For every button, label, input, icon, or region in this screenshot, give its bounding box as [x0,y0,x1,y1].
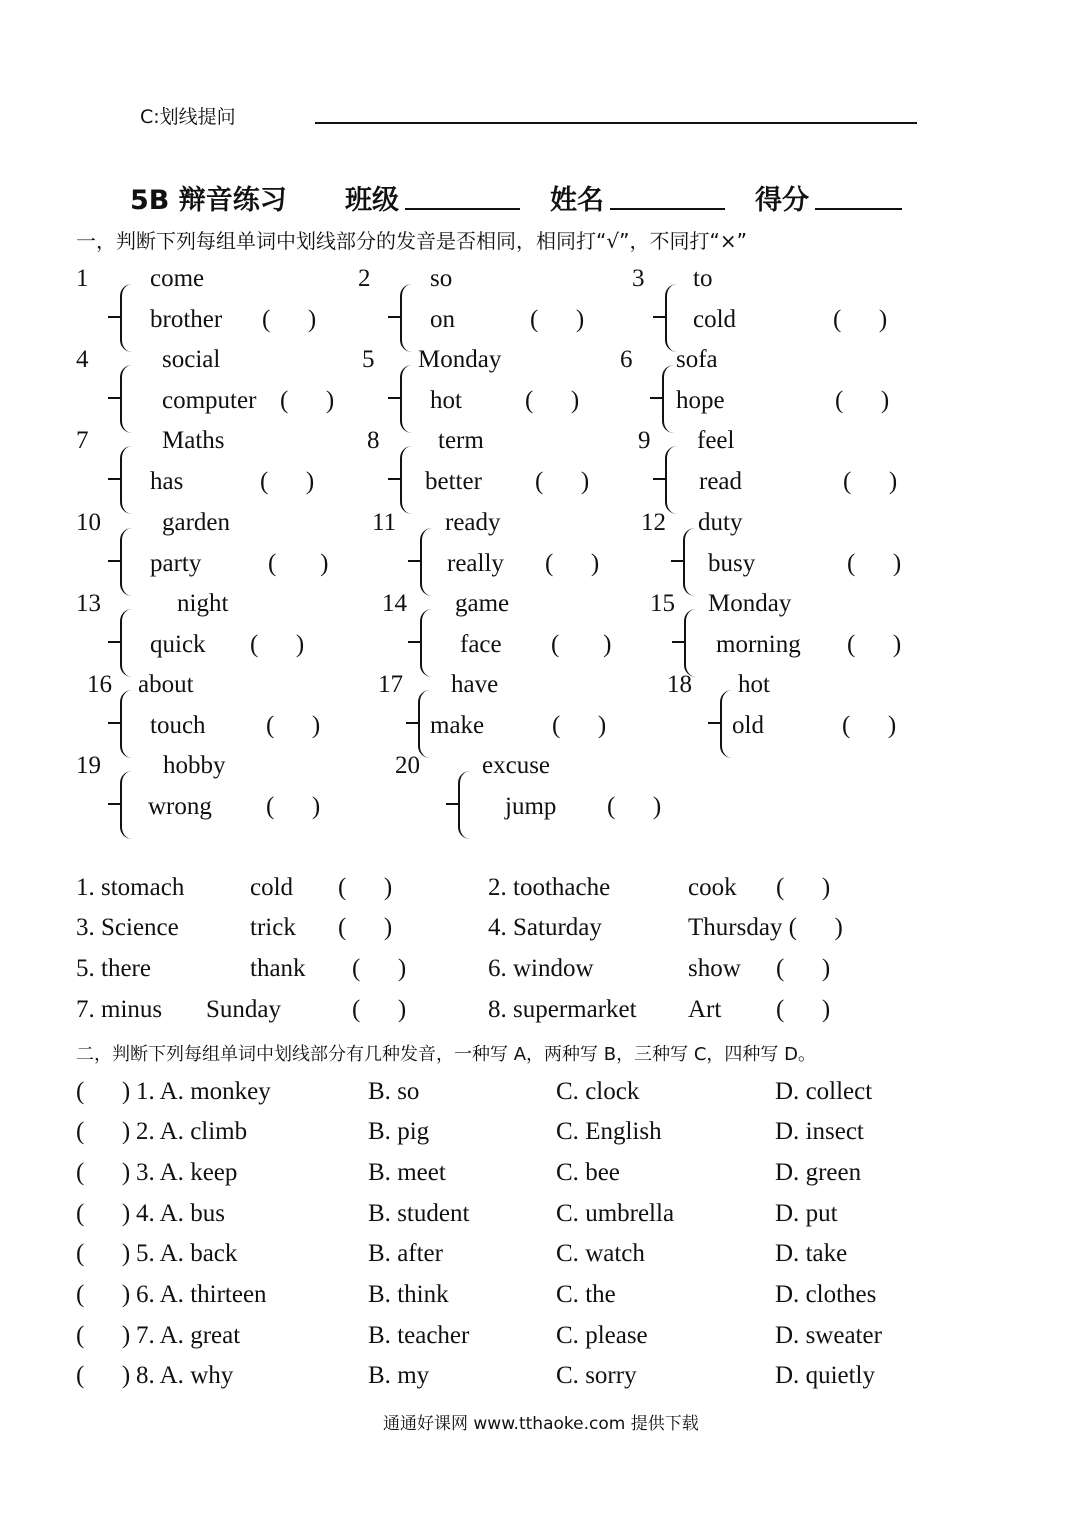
word: quick [150,631,206,658]
brace [420,609,432,677]
answer-paren[interactable]: ( ) [280,387,335,414]
group-number: 7 [76,427,89,454]
word: come [150,265,205,292]
answer-paren[interactable]: ( ) [843,468,898,495]
option-a: 1. A. monkey [136,1078,271,1105]
group-number: 11 [372,509,397,536]
group-number: 18 [667,671,692,698]
brace [662,365,674,433]
option-c: C. sorry [556,1362,637,1389]
option-d: D. take [775,1240,848,1267]
brace [120,609,132,677]
answer-paren[interactable]: ( ) [76,1118,131,1145]
group-number: 19 [76,752,101,779]
word: excuse [482,752,551,779]
word: old [732,712,764,739]
brace [120,690,132,758]
word: so [430,265,453,292]
answer-paren[interactable]: ( ) [552,712,607,739]
option-b: B. my [368,1362,430,1389]
brace [400,365,412,433]
pair-word: Thursday ( ) [688,914,843,941]
word: computer [162,387,257,414]
group-number: 14 [382,590,407,617]
word: hot [430,387,462,414]
answer-paren[interactable]: ( ) [833,306,888,333]
pair-word: thank [250,955,306,982]
group-number: 12 [641,509,666,536]
group-number: 3 [632,265,645,292]
brace [683,528,695,596]
class-blank [405,208,520,210]
option-a: 8. A. why [136,1362,234,1389]
option-d: D. put [775,1200,838,1227]
brace [665,446,677,514]
word: feel [697,427,735,454]
group-number: 1 [76,265,89,292]
brace [400,284,412,352]
word: better [425,468,482,495]
word: Maths [162,427,225,454]
word: party [150,550,202,577]
word: hobby [163,752,226,779]
answer-paren[interactable]: ( ) [250,631,305,658]
score-label: 得分 [755,185,809,216]
group-number: 16 [87,671,112,698]
brace [120,446,132,514]
option-d: D. sweater [775,1322,882,1349]
option-c: C. the [556,1281,616,1308]
name-blank [610,208,725,210]
group-number: 20 [395,752,420,779]
name-label: 姓名 [550,185,604,216]
word: hot [738,671,770,698]
option-c: C. umbrella [556,1200,675,1227]
word: touch [150,712,206,739]
answer-paren[interactable]: ( ) [260,468,315,495]
pair-item: 7. minus [76,996,163,1023]
option-b: B. teacher [368,1322,470,1349]
pair-word: trick [250,914,296,941]
option-b: B. meet [368,1159,446,1186]
word: read [699,468,743,495]
option-a: 6. A. thirteen [136,1281,267,1308]
option-b: B. after [368,1240,443,1267]
option-c: C. clock [556,1078,640,1105]
answer-paren[interactable]: ( ) [262,306,317,333]
brace [684,609,696,677]
pair-item: 8. supermarket [488,996,637,1023]
group-number: 8 [367,427,380,454]
word: to [693,265,713,292]
word: sofa [676,346,718,373]
answer-paren[interactable]: ( ) [76,1322,131,1349]
pair-item: 5. there [76,955,151,982]
brace [400,446,412,514]
pair-item: 1. stomach [76,874,185,901]
option-c: C. English [556,1118,662,1145]
score-blank [815,208,902,210]
word: have [451,671,499,698]
group-number: 9 [638,427,651,454]
group-number: 15 [650,590,675,617]
brace [420,528,432,596]
word: face [460,631,502,658]
answer-paren[interactable]: ( ) [842,712,897,739]
option-d: D. quietly [775,1362,875,1389]
section1-instruction: 一，判断下列每组单词中划线部分的发音是否相同，相同打“√”，不同打“×” [76,229,747,253]
word: term [438,427,484,454]
answer-paren[interactable]: ( ) [266,793,321,820]
option-d: D. collect [775,1078,873,1105]
word: cold [693,306,737,333]
option-a: 7. A. great [136,1322,241,1349]
word: jump [505,793,557,820]
word: about [138,671,194,698]
answer-paren[interactable]: ( ) [847,550,902,577]
answer-paren[interactable]: ( ) [788,914,843,941]
answer-paren[interactable]: ( ) [76,1362,131,1389]
word: has [150,468,184,495]
answer-paren[interactable]: ( ) [268,550,329,577]
answer-paren[interactable]: ( ) [530,306,585,333]
answer-paren[interactable]: ( ) [776,996,831,1023]
worksheet-title: 5B 辩音练习 [130,185,287,216]
answer-paren[interactable]: ( ) [338,874,393,901]
brace [120,365,132,433]
word: hope [676,387,725,414]
option-d: D. insect [775,1118,864,1145]
answer-paren[interactable]: ( ) [535,468,590,495]
group-number: 13 [76,590,101,617]
word: morning [716,631,801,658]
word: brother [150,306,223,333]
option-a: 5. A. back [136,1240,238,1267]
answer-line [315,122,917,124]
word: on [430,306,455,333]
pair-item: 6. window [488,955,594,982]
answer-paren[interactable]: ( ) [776,874,831,901]
answer-paren[interactable]: ( ) [551,631,612,658]
answer-paren[interactable]: ( ) [76,1200,131,1227]
answer-paren[interactable]: ( ) [847,631,902,658]
brace [458,771,470,839]
answer-paren[interactable]: ( ) [76,1159,131,1186]
pair-item: 2. toothache [488,874,611,901]
class-label: 班级 [345,185,399,216]
answer-paren[interactable]: ( ) [266,712,321,739]
brace [120,771,132,839]
word: Monday [708,590,792,617]
word: night [177,590,229,617]
question-label: C:划线提问 [140,106,236,128]
brace [720,690,732,758]
footer-credit: 通通好课网 www.tthaoke.com 提供下载 [383,1414,699,1434]
section2-instruction: 二，判断下列每组单词中划线部分有几种发音，一种写 A，两种写 B，三种写 C，四种写 D。 [76,1044,816,1065]
group-number: 17 [378,671,403,698]
word: Monday [418,346,502,373]
answer-paren[interactable]: ( ) [607,793,662,820]
option-b: B. student [368,1200,470,1227]
brace [418,690,430,758]
group-number: 6 [620,346,633,373]
brace [120,528,132,596]
group-number: 4 [76,346,89,373]
group-number: 5 [362,346,375,373]
word: busy [708,550,756,577]
option-d: D. clothes [775,1281,877,1308]
answer-paren[interactable]: ( ) [352,996,407,1023]
answer-paren[interactable]: ( ) [835,387,890,414]
word: duty [698,509,743,536]
brace [120,284,132,352]
option-a: 3. A. keep [136,1159,238,1186]
group-number: 2 [358,265,371,292]
option-c: C. watch [556,1240,645,1267]
word: garden [162,509,231,536]
answer-paren[interactable]: ( ) [338,914,393,941]
pair-item: 3. Science [76,914,179,941]
option-b: B. think [368,1281,449,1308]
answer-paren[interactable]: ( ) [776,955,831,982]
pair-item: 4. Saturday [488,914,602,941]
answer-paren[interactable]: ( ) [545,550,600,577]
answer-paren[interactable]: ( ) [352,955,407,982]
word: make [430,712,485,739]
answer-paren[interactable]: ( ) [76,1240,131,1267]
option-b: B. so [368,1078,420,1105]
group-number: 10 [76,509,101,536]
answer-paren[interactable]: ( ) [525,387,580,414]
brace [665,284,677,352]
option-a: 2. A. climb [136,1118,248,1145]
word: game [455,590,510,617]
pair-word: cook [688,874,737,901]
option-a: 4. A. bus [136,1200,225,1227]
answer-paren[interactable]: ( ) [76,1281,131,1308]
pair-word: cold [250,874,294,901]
pair-word: Sunday [206,996,281,1023]
word: really [447,550,504,577]
option-d: D. green [775,1159,862,1186]
word: wrong [148,793,212,820]
word: ready [445,509,501,536]
answer-paren[interactable]: ( ) [76,1078,131,1105]
pair-word: Art [688,996,722,1023]
option-c: C. bee [556,1159,620,1186]
pair-word: show [688,955,741,982]
word: social [162,346,221,373]
option-c: C. please [556,1322,648,1349]
option-b: B. pig [368,1118,430,1145]
